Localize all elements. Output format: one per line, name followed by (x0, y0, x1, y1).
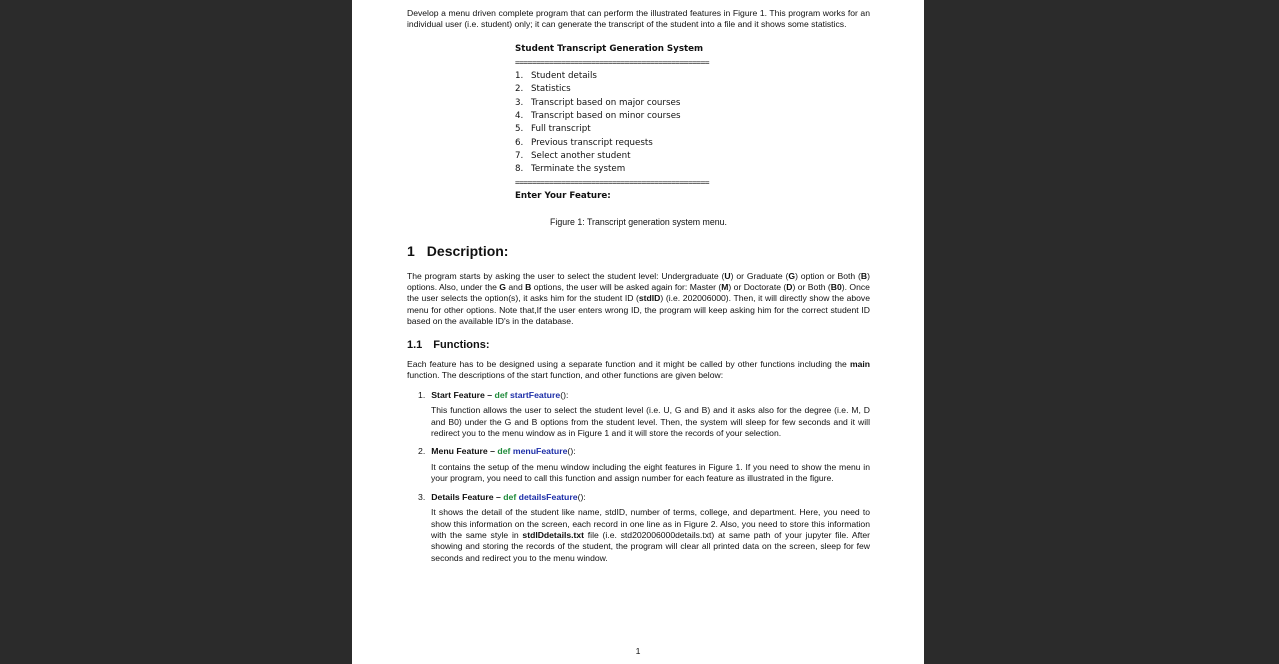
page-content (407, 8, 870, 571)
menu-prompt: Enter Your Feature: (515, 191, 611, 202)
menu-item: 8. Terminate the system (515, 164, 626, 175)
menu-item: 2. Statistics (515, 84, 571, 95)
subsection-title: Functions: (433, 338, 490, 351)
function-body: It contains the setup of the menu window including the eight features in Figure 1. If you need to show the menu in your program, you need to call this function and assign number for each feature as illustrated in the figure. (431, 461, 870, 484)
menu-title: Student Transcript Generation System (515, 43, 704, 54)
intro-paragraph: Develop a menu driven complete program that can perform the illustrated features in Figure 1. This program works for an individual user (i.e. student) only; it can generate the transcript of the student into a file and it shows some statistics. (407, 8, 870, 30)
menu-item: 6. Previous transcript requests (515, 137, 653, 148)
functions-paragraph: Each feature has to be designed using a separate function and it might be called by other functions including the main function. The descriptions of the start function, and other functions are given below: (407, 359, 870, 381)
function-item (407, 390, 870, 440)
section-heading (407, 243, 870, 260)
figure-caption: Figure 1: Transcript generation system menu. (550, 216, 727, 227)
menu-item: 7. Select another student (515, 150, 631, 161)
function-body: This function allows the user to select the student level (i.e. U, G and B) and it asks also for the degree (i.e. M, D and B0) under the G and B options from the student level. Then, the system will sleep for few seconds and it will redirect you to the menu window as in Figure 1 and it will store the records of your selection. (431, 405, 870, 439)
description-paragraph: The program starts by asking the user to select the student level: Undergraduate (U) or Graduate (G) option or Both (B) options. Also, under the G and B options, the user will be asked again for: Master (M) or Doctorate (D) or Both (B0). Once the user selects the option(s), it asks him for the student ID (stdID) (i.e. 202006000). Then, it will directly show the above menu for other options. Note that,If the user enters wrong ID, the program will keep asking him for the correct student ID based on the available ID's in the database. (407, 270, 871, 327)
document-page (352, 0, 924, 664)
menu-separator-top: ============================================== (515, 59, 709, 68)
function-item (407, 492, 870, 564)
subsection-heading (407, 340, 870, 351)
section-title: Description: (426, 243, 509, 260)
menu-figure (515, 43, 870, 204)
function-heading: 2. Menu Feature – def menuFeature(): (418, 446, 576, 457)
function-body: It shows the detail of the student like name, stdID, number of terms, college, and department. Here, you need to show this information on the screen, each record in one line as in Figure 2. Also, you need to store this information with the same style in stdIDdetails.txt file (i.e. std202006000details.txt) at same path of your jupyter file. After showing and storing the records of the student, the program will clear all printed data on the screen, sleep for few seconds and redirect you to the menu window. (431, 507, 870, 563)
menu-item: 4. Transcript based on minor courses (515, 111, 681, 121)
page-number: 1 (635, 646, 641, 656)
menu-item: 5. Full transcript (515, 124, 591, 135)
menu-items (515, 70, 870, 176)
menu-item: 3. Transcript based on major courses (515, 97, 681, 108)
function-heading: 1. Start Feature – def startFeature(): (418, 389, 569, 400)
section-number: 1 (407, 243, 415, 260)
menu-separator-bottom: ============================================== (515, 179, 709, 188)
menu-item: 1. Student details (515, 71, 597, 82)
function-list (407, 390, 870, 564)
function-heading: 3. Details Feature – def detailsFeature(): (418, 491, 586, 502)
subsection-number: 1.1 (407, 338, 423, 351)
function-item (407, 446, 870, 484)
